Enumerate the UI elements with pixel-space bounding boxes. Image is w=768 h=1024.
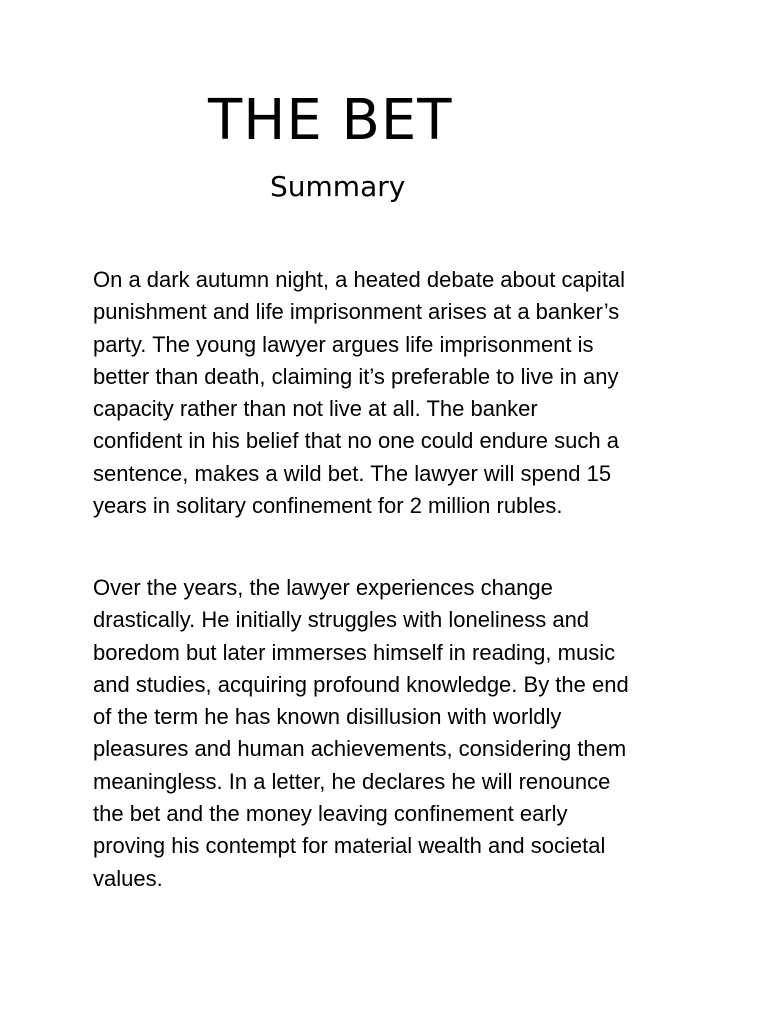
summary-paragraph-1: On a dark autumn night, a heated debate about capital punishment and life imprisonment arises at a banker’s party. The young lawyer argues life imprisonment is better than death, claiming it’s preferable to live in any capacity rather than not live at all. The banker confident in his belief that no one could endure such a sentence, makes a wild bet. The lawyer will spend 15 years in solitary confinement for 2 million rubles. — [93, 267, 626, 519]
document-subtitle: Summary — [270, 170, 406, 203]
summary-paragraph-2: Over the years, the lawyer experiences change drastically. He initially struggles with loneliness and boredom but later immerses himself in reading, music and studies, acquiring profound knowledge. By the end of the term he has known disillusion with worldly pleasures and human achievements, considering them meaningless. In a letter, he declares he will renounce the bet and the money leaving confinement early proving his contempt for material wealth and societal values. — [93, 575, 629, 891]
document-title: THE BET — [208, 88, 453, 153]
